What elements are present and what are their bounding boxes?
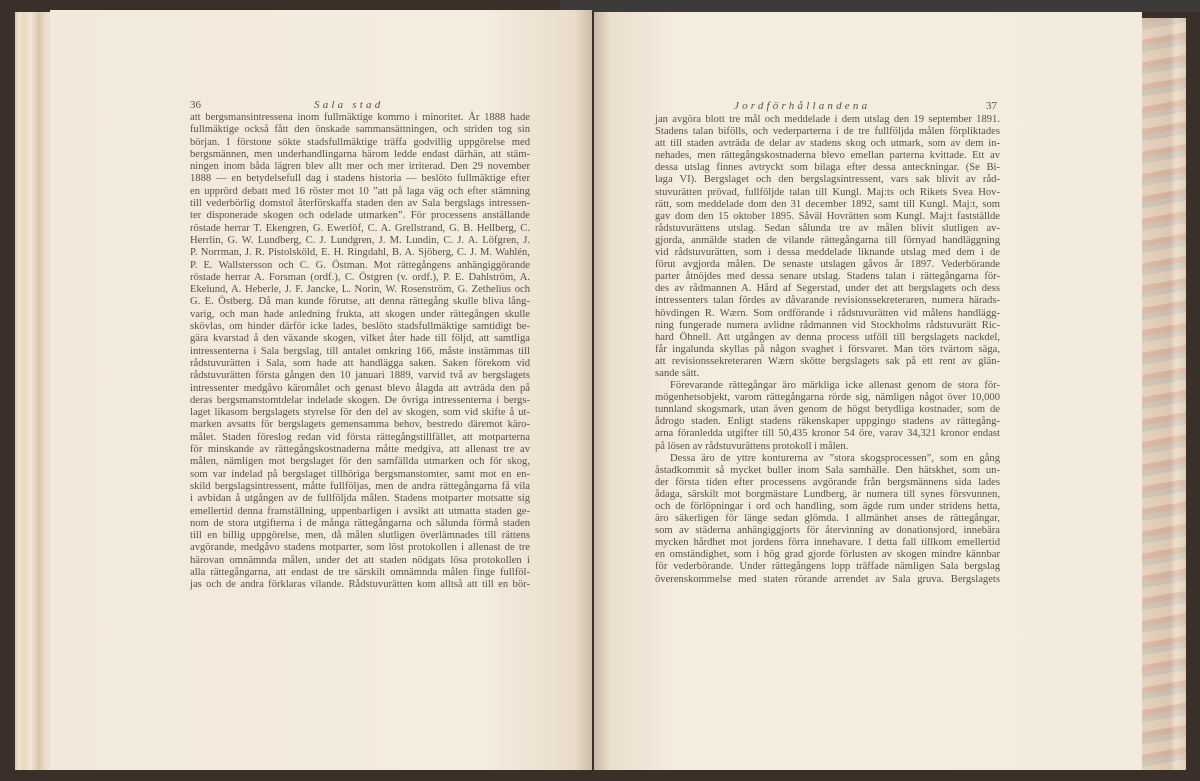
text-line: fullmäktige också fått den önskade sammansättningen, och striden tog sin (190, 124, 530, 136)
text-line: des av rådmannen A. Hård af Segerstad, under det att bergslagets och dess (655, 283, 1000, 295)
text-line: ådrogo staden. Enligt stadens räkenskaper uppgingo stadens av rättegång- (655, 416, 1000, 428)
text-line: som var indelad på bergslaget tillhöriga bergsmanstomter, samt mot en en- (190, 468, 530, 480)
text-line: nom de stora utgifterna i de många rättegångarna och sålunda förmå staden (190, 517, 530, 529)
text-line: ter disponerade skogen och odelade utmarken”. För processens anställande (190, 210, 530, 222)
text-line: rådstuvurättens utslag. Sedan sålunda tre av målen blivit slutligen av- (655, 222, 1000, 234)
text-line: emellertid denna framställning, uppenbarligen i avsikt att utmatta staden ge- (190, 505, 530, 517)
text-line: arna föranledda utgifter till 50,435 kronor 54 öre, varav 34,321 kronor endast (655, 428, 1000, 440)
text-line: jas och de andra förklaras vilande. Rådstuvurätten kom alltså att till en bör- (190, 579, 530, 591)
text-line: röstade herrar A. Forsman (ordf.), C. Östgren (v. ordf.), P. E. Dahlström, A. (190, 271, 530, 283)
text-line: att till staden avträda de delar av stadens skog och utmark, som av dem in- (655, 138, 1000, 150)
text-line: G. E. Östberg. Då man kunde förutse, att denna rättegång skulle bliva lång- (190, 296, 530, 308)
text-line: vid rådstuvurätten, som i dessa meddelade liknande utslag med dem i de (655, 247, 1000, 259)
text-line: deras bergsmanstomtdelar indelade skogen. De övriga intressenterna i bergs- (190, 394, 530, 406)
text-line: der första tiden efter processens avgörande från bergsmännens sida lades (655, 476, 1000, 488)
text-line: som av städerna anhängiggjorts för återvinning av donationsjord, innebära (655, 525, 1000, 537)
text-line: för vederbörande. Under rättegångens lopp träffade nämligen Sala bergslag (655, 561, 1000, 573)
left-page (50, 10, 592, 770)
text-line: nehades, men rättegångskostnaderna blevo emellan parterna kvittade. Ett av (655, 150, 1000, 162)
text-line: förut avgjorda målen. De senaste utslagen gåvos år 1897. Vederbörande (655, 259, 1000, 271)
text-line: härovan omnämnda målen, under det att staden nödgats lösa protokollen i (190, 554, 530, 566)
text-line: mögenhetsobjekt, varom rättegångarna rörde sig, nämligen något över 10,000 (655, 392, 1000, 404)
text-line: dessa utslag finnes avtryckt som bilaga efter dessa anteckningar. (Se Bi- (655, 162, 1000, 174)
text-line: gära kvarstad å den växande skogen, vilket åter hade till följd, att samtliga (190, 333, 530, 345)
text-line: till vederbörlig domstol återförskaffa staden den av Sala bergslags intressen- (190, 198, 530, 210)
text-line: avgörande, medgåvo stadens motparter, som löst protokollen i allenast de tre (190, 542, 530, 554)
text-line: att bergsmansintressena inom fullmäktige kommo i minoritet. År 1888 hade (190, 112, 530, 123)
text-line: skövlas, om hinder därför icke lades, beslöto stadsfullmäktige samtidigt be- (190, 321, 530, 333)
text-line: ning fungerade numera avlidne rådmannen vid Stockholms rådstuvurätt Ric- (655, 319, 1000, 331)
page-edges-left (15, 12, 53, 770)
text-line: Stadens talan bifölls, och vederparterna i de tre fullföljda målen förpliktades (655, 126, 1000, 138)
text-line: gjorda, anmälde staden de vilande rättegångarna till förnyad handläggning (655, 234, 1000, 246)
text-line: parter åtnöjdes med dessa senare utslag. Stadens talan i rättegångarna för- (655, 271, 1000, 283)
running-head: Jordförhållandena (734, 100, 871, 112)
page-number: 36 (190, 99, 201, 111)
text-line: målen, nämligen mot bergslaget för den samfällda utmarken och för skog, (190, 456, 530, 468)
text-line: Ekelund, A. Heberle, J. F. Jancke, L. Norin, W. Rosenström, G. Zethelius och (190, 284, 530, 296)
text-line: för minskande av rättegångskostnaderna måtte medgiva, att allenast tre av (190, 444, 530, 456)
text-line: mycken hårdhet mot jordens förra innehavare. I detta fall tillkom emellertid (655, 537, 1000, 549)
text-line: Förevarande rättegångar äro märkliga icke allenast genom de stora för- (670, 380, 1000, 392)
text-line: varig, och man hade anledning frukta, att skogen under rättegången skulle (190, 308, 530, 320)
text-line: P. Norrman, J. R. Pistolsköld, E. H. Ringdahl, B. A. Sjöberg, C. J. M. Wahlén, (190, 247, 530, 259)
background-strip (560, 0, 1200, 12)
text-line: till en billig uppgörelse, men, då målen slutligen överlämnades till rättens (190, 530, 530, 542)
text-line: överenskommelse med staten rörande arrendet av Sala gruva. Bergslagets (655, 573, 1000, 585)
text-line: alla rättegångarna, att endast de tre särskilt omnämnda målen finge fullföl- (190, 566, 530, 578)
text-line: intressenter medgåvo käromålet och genast blevo ålagda att avträda den på (190, 382, 530, 394)
text-line: intressenterna i Sala bergslag, till antalet omkring 166, måste instämmas till (190, 345, 530, 357)
text-line: 1888 — en betydelsefull dag i stadens historia — beslöto fullmäktige efter (190, 173, 530, 185)
text-line: att revisionssekreteraren Wærn skötte bergslagets sak på ett rent av glän- (655, 355, 1000, 367)
text-line: åstadkommit så mycket buller inom Sala samhälle. Den hätskhet, som un- (655, 464, 1000, 476)
text-line: rådstuvurätten i Sala, som hade att handlägga saken. Saken förekom vid (190, 357, 530, 369)
text-line: intressenters talan fördes av dåvarande revisionssekreteraren, numera härads- (655, 295, 1000, 307)
text-line: äro säkerligen för länge sedan glömda. I allmänhet anses de rättegångar, (655, 513, 1000, 525)
text-line: ningen inom båda lägren blev allt mer och mer irriterad. Den 29 november (190, 161, 530, 173)
text-line: rådstuvurätten första gången den 10 januari 1889, varvid två av bergslagets (190, 370, 530, 382)
marbled-page-edges (1140, 18, 1186, 770)
text-line: en omständighet, som i hög grad gjorde förlusten av skogen mindre kännbar (655, 549, 1000, 561)
text-line: tunnland skogsmark, utan även genom de högst betydliga kostnader, som de (655, 404, 1000, 416)
text-line: hövdingen R. Wærn. Som ordförande i rådstuvurätten vid målens handlägg- (655, 307, 1000, 319)
text-line: Dessa äro de yttre konturerna av ”stora skogsprocessen”, som en gång (670, 452, 1000, 464)
text-line: skild bergslagsintressent, måtte fullföljas, men de andra rättegångarna få vila (190, 480, 530, 492)
text-line: ådaga, särskilt mot borgmästare Lundberg, är numera till synes försvunnen, (655, 488, 1000, 500)
text-line: får ingalunda skyllas på någon svaghet i försvaret. Man törs tvärtom säga, (655, 343, 1000, 355)
text-line: sande sätt. (655, 367, 700, 379)
text-line: röstade herrar T. Ekengren, G. Ewerlöf, C. A. Grellstrand, G. B. Hellberg, C. (190, 222, 530, 234)
text-line: på lösen av rådstuvurättens protokoll i målen. (655, 440, 849, 452)
right-page (594, 12, 1142, 770)
text-line: en upprörd debatt med 16 röster mot 10 ”att på laga väg och efter stämning (190, 185, 530, 197)
text-line: bergsmännen, men underhandlingarna härom ledde endast därhän, att stäm- (190, 148, 530, 160)
page-number: 37 (986, 100, 997, 112)
text-line: laget likasom bergslagets styrelse för den del av skogen, som vid skifte å ut- (190, 407, 530, 419)
text-line: stuvurätten prövad, fullföljde talan till Kungl. Maj:ts och Rikets Svea Hov- (655, 186, 1000, 198)
text-column (655, 114, 1000, 586)
text-line: P. E. Wallstersson och C. G. Östman. Mot rättegångens anhängiggörande (190, 259, 530, 271)
text-line: och de förlöpningar i ord och handling, som ägde rum under stridens hetta, (655, 501, 1000, 512)
text-line: jan avgöra blott tre mål och meddelade i dem utslag den 19 september 1891. (655, 114, 1000, 125)
text-column (190, 112, 530, 592)
text-line: i avbidan å utgången av de fullföljda målen. Stadens motparter motsatte sig (190, 493, 530, 505)
text-line: början. I förstone sökte stadsfullmäktige träffa godvillig uppgörelse med (190, 136, 530, 148)
running-head: Sala stad (314, 99, 384, 111)
text-line: laga VI). Bergslaget och den bergslagsintressent, vars sak blivit av råd- (655, 174, 1000, 186)
text-line: marken avsatts för bergslagets gemensamma behov, bestredo däremot käro- (190, 419, 530, 431)
text-line: Herrlin, G. W. Lundberg, C. J. Lundgren, J. M. Lundin, C. J. A. Löfgren, J. (190, 234, 530, 246)
text-line: hard Öhnell. Att utgången av denna process utföll till bergslagets nackdel, (655, 331, 1000, 343)
text-line: målet. Staden föreslog redan vid första rättegångstillfället, att motparterna (190, 431, 530, 443)
text-line: gav dom den 15 oktober 1895. Såväl Hovrätten som Kungl. Maj:t fastställde (655, 210, 1000, 222)
text-line: rätt, som meddelade dom den 31 december 1892, samt till Kungl. Maj:t, som (655, 198, 1000, 210)
